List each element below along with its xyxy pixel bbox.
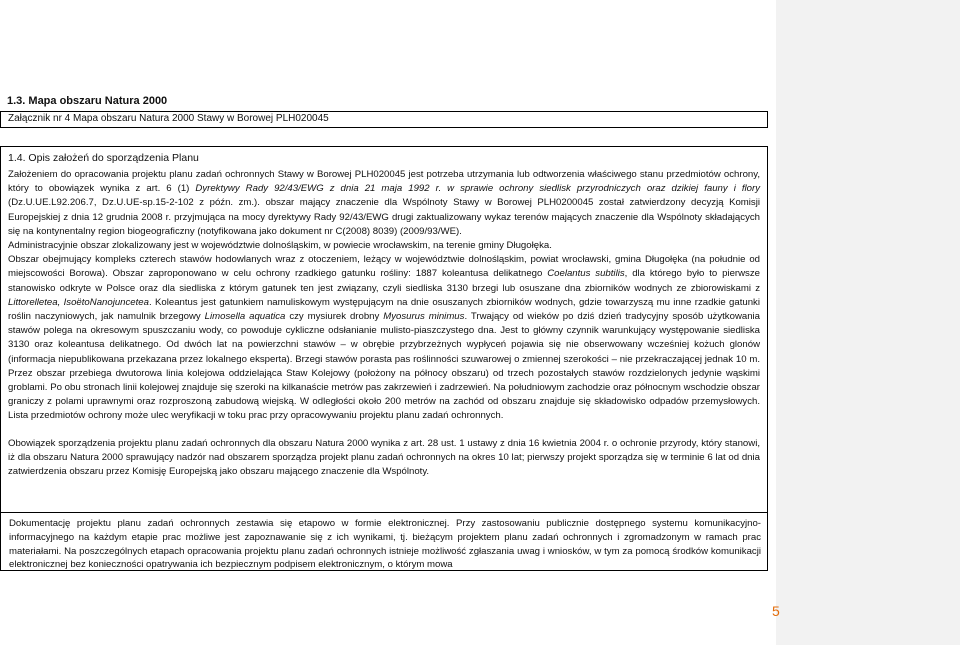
paragraph-documentation: Dokumentację projektu planu zadań ochronnych zestawia się etapowo w formie elektronicznej. Przy zastosowaniu publicznie dostępnego systemu komunikacyjno-informacyjnego na każdym etapie prac możliwe jest zapoznawanie się z ich wynikami, tj. bieżącym projektem planu zadań ochronnych i zgromadzonym w ramach prac materiałami. Na poszczególnych etapach opracowania projektu planu zadań ochronnych istnieje możliwość zgłaszania uwag i wniosków, w tym za pomocą środków komunikacji elektronicznej bez konieczności opatrywania ich bezpiecznym podpisem elektronicznym, o którym mowa xyxy=(9,518,761,571)
description-body xyxy=(8,168,760,479)
description-box xyxy=(0,146,768,571)
text-run: Założeniem do opracowania projektu planu zadań ochronnych Stawy w Borowej PLH020045 jest potrzeba utrzymania lub odtworzenia właściwego stanu przedmiotów ochrony, który to obowiązek wynika z art. 6 (1) xyxy=(8,169,760,195)
paragraph-site-description xyxy=(8,253,760,423)
text-run: . Trwający od wieków po dziś dzień tradycyjny sposób użytkowania stawów polega na okresowym spuszczaniu wody, co powoduje cykliczne odsłanianie mulisto-piaszczystego dna. Jest to główny czynnik warunkujący występowanie siedliska 3130 oraz koleantusa delikatnego. Od dwóch lat na powierzchni stawów – w obrębie przybrzeżnych wypłyceń pojawia się nie obserwowany wcześniej kożuch glonów (informacja niepublikowana przekazana przez lokalnego eksperta). Brzegi stawów porasta pas roślinności szuwarowej o zmiennej szerokości – nie przekraczającej jednak 10 m. Przez obszar przebiega dwutorowa linia kolejowa oddzielająca Staw Kolejowy (położony na północy obszaru) od trzech pozostałych stawów rozdzielonych jedynie wąskimi groblami. Po obu stronach linii kolejowej znajduje się szeroki na kilkanaście metrów pas zakrzewień i zadrzewień. Na południowym zachodzie oraz północnym wschodzie obszar graniczy z polami uprawnymi oraz rozproszoną zabudową wiejską. W odległości około 200 metrów na zachód od obszaru znajduje się składowisko odpadów przemysłowych. Lista przedmiotów ochrony może ulec weryfikacji w toku prac przy opracowywaniu projektu planu zadań ochronnych. xyxy=(8,311,761,422)
section-heading-1-4: 1.4. Opis założeń do sporządzenia Planu xyxy=(8,152,199,164)
text-run: , dla którego było to pierwsze stanowisko odkryte w Polsce oraz dla siedliska z którym gatunek ten jest związany, czyli siedliska 3130 brzegi lub osuszane dna zbiorników wodnych ze zbiorowiskami z xyxy=(8,268,760,294)
documentation-box xyxy=(0,512,768,571)
text-run: . Koleantus jest gatunkiem namuliskowym występującym na dnie osuszanych zbiorników wodnych, gdzie towarzyszą mu inne rzadkie gatunki roślin naczyniowych, jak namulnik brzegowy xyxy=(8,296,760,323)
directive-title: Dyrektywy Rady 92/43/EWG z dnia 21 maja 1992 r. w sprawie ochrony siedlisk przyrodniczych oraz dzikiej fauny i flory xyxy=(195,183,760,195)
section-heading-1-3: 1.3. Mapa obszaru Natura 2000 xyxy=(7,95,168,107)
species-name: Myosurus minimus xyxy=(383,311,465,323)
text-run: Obszar obejmujący kompleks czterech stawów hodowlanych wraz z otoczeniem, leżący w województwie dolnośląskim, powiat wrocławski, gmina Długołęka (na południe od miejscowości Borowa). Obszar zaproponowano w celu ochrony rzadkiego gatunku rośliny: 1887 koleantusa delikatnego xyxy=(8,254,760,280)
attachment-text: Załącznik nr 4 Mapa obszaru Natura 2000 Stawy w Borowej PLH020045 xyxy=(8,113,329,124)
text-run: (Dz.U.UE.L92.206.7, Dz.U.UE-sp.15-2-102 z późn. zm.). obszar mający znaczenie dla Wspólnoty Stawy w Borowej PLH0200045 został zatwierdzony decyzją Komisji Europejskiej z dnia 12 grudnia 2008 r. przyjmująca na mocy dyrektywy Rady 92/43/EWG drugi zaktualizowany wykaz terenów mających znaczenie dla Wspólnoty składających się na kontynentalny region biogeograficzny (notyfikowana jako dokument nr C(2008) 8039) (2009/93/WE). xyxy=(8,197,760,237)
attachment-row xyxy=(0,111,768,128)
page-number: 5 xyxy=(772,603,780,619)
text-run: czy mysiurek drobny xyxy=(285,311,384,323)
vegetation-class: Littorelletea, IsoëtoNanojuncetea xyxy=(8,296,149,308)
paragraph-obligation: Obowiązek sporządzenia projektu planu zadań ochronnych dla obszaru Natura 2000 wynika z art. 28 ust. 1 ustawy z dnia 16 kwietnia 2004 r. o ochronie przyrody, który stanowi, iż dla obszaru Natura 2000 sprawujący nadzór nad obszarem sporządza projekt planu zadań ochronnych na okres 10 lat; pierwszy projekt sporządza się w terminie 6 lat od dnia zatwierdzenia obszaru przez Komisję Europejską jako obszaru mającego znaczenie dla Wspólnoty. xyxy=(8,437,760,478)
species-name: Coelantus subtilis xyxy=(547,268,625,280)
paragraph-location: Administracyjnie obszar zlokalizowany jest w województwie dolnośląskim, w powiecie wrocławskim, na terenie gminy Długołęka. xyxy=(8,240,552,252)
paragraph-legal-basis xyxy=(8,168,760,239)
species-name: Limosella aquatica xyxy=(204,311,286,323)
margin-comment-area xyxy=(776,0,960,645)
